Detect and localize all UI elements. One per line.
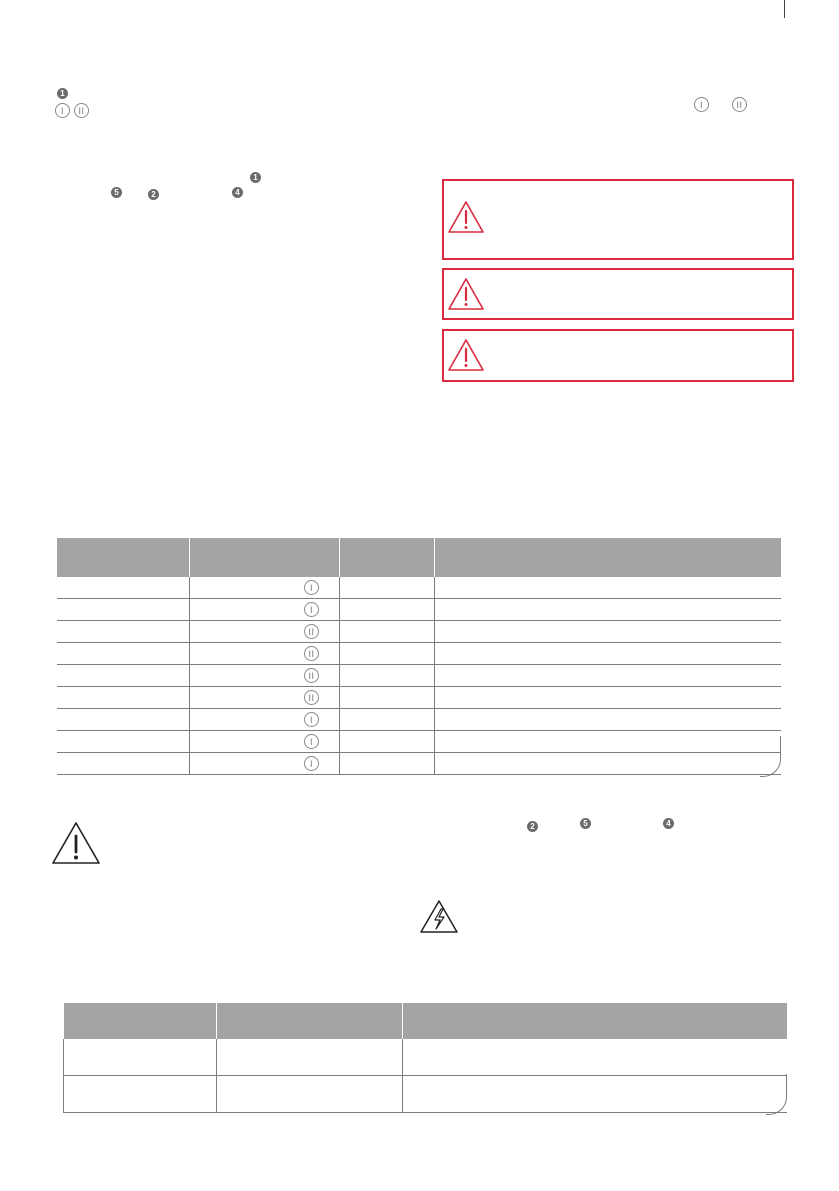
class-ii-icon: II [304,668,319,683]
table-row [57,621,781,643]
table-row [64,1039,788,1076]
class-i-icon: I [304,712,319,727]
table-header-cell [435,538,782,577]
table-row [57,753,781,775]
table-header-row [64,1003,788,1039]
warning-box [442,179,794,260]
table-row [57,687,781,709]
step-badge-2: 2 [148,189,159,200]
step-badge-2: 2 [527,821,538,832]
table-header-cell [340,538,435,577]
table-row [57,731,781,753]
table-header-cell [190,538,340,577]
warning-triangle-icon [446,199,486,235]
table-header-row [57,538,781,577]
warning-triangle-icon [50,820,102,866]
step-badge-4: 4 [232,187,243,198]
class-i-icon: I [55,103,70,118]
table-header-cell [216,1003,402,1039]
warning-triangle-icon [446,337,486,373]
table-row [57,665,781,687]
warning-box [442,268,794,320]
class-ii-icon: II [304,646,319,661]
step-badge-1: 1 [250,172,261,183]
step-badge-5: 5 [580,818,591,829]
class-ii-icon: II [732,97,747,112]
table-row [57,643,781,665]
class-i-icon: I [304,756,319,771]
class-i-icon: I [304,580,319,595]
class-i-icon: I [694,97,709,112]
table-row [57,709,781,731]
class-ii-icon: II [74,103,89,118]
warning-box [442,329,794,382]
class-ii-icon: II [304,690,319,705]
step-badge-5: 5 [111,187,122,198]
table-header-cell [64,1003,217,1039]
class-i-icon: I [304,602,319,617]
class-ii-icon: II [304,624,319,639]
step-badge-4: 4 [663,818,674,829]
electric-hazard-icon [419,899,459,935]
table-header-cell [402,1003,787,1039]
warning-triangle-icon [446,276,486,312]
class-i-icon: I [304,734,319,749]
bottom-table [63,1003,787,1113]
table-row [57,577,781,599]
table-header-cell [57,538,190,577]
table-row [64,1076,788,1113]
table-row [57,599,781,621]
cut-mark [784,0,785,18]
classification-table [57,538,781,775]
step-badge-1: 1 [57,88,68,99]
